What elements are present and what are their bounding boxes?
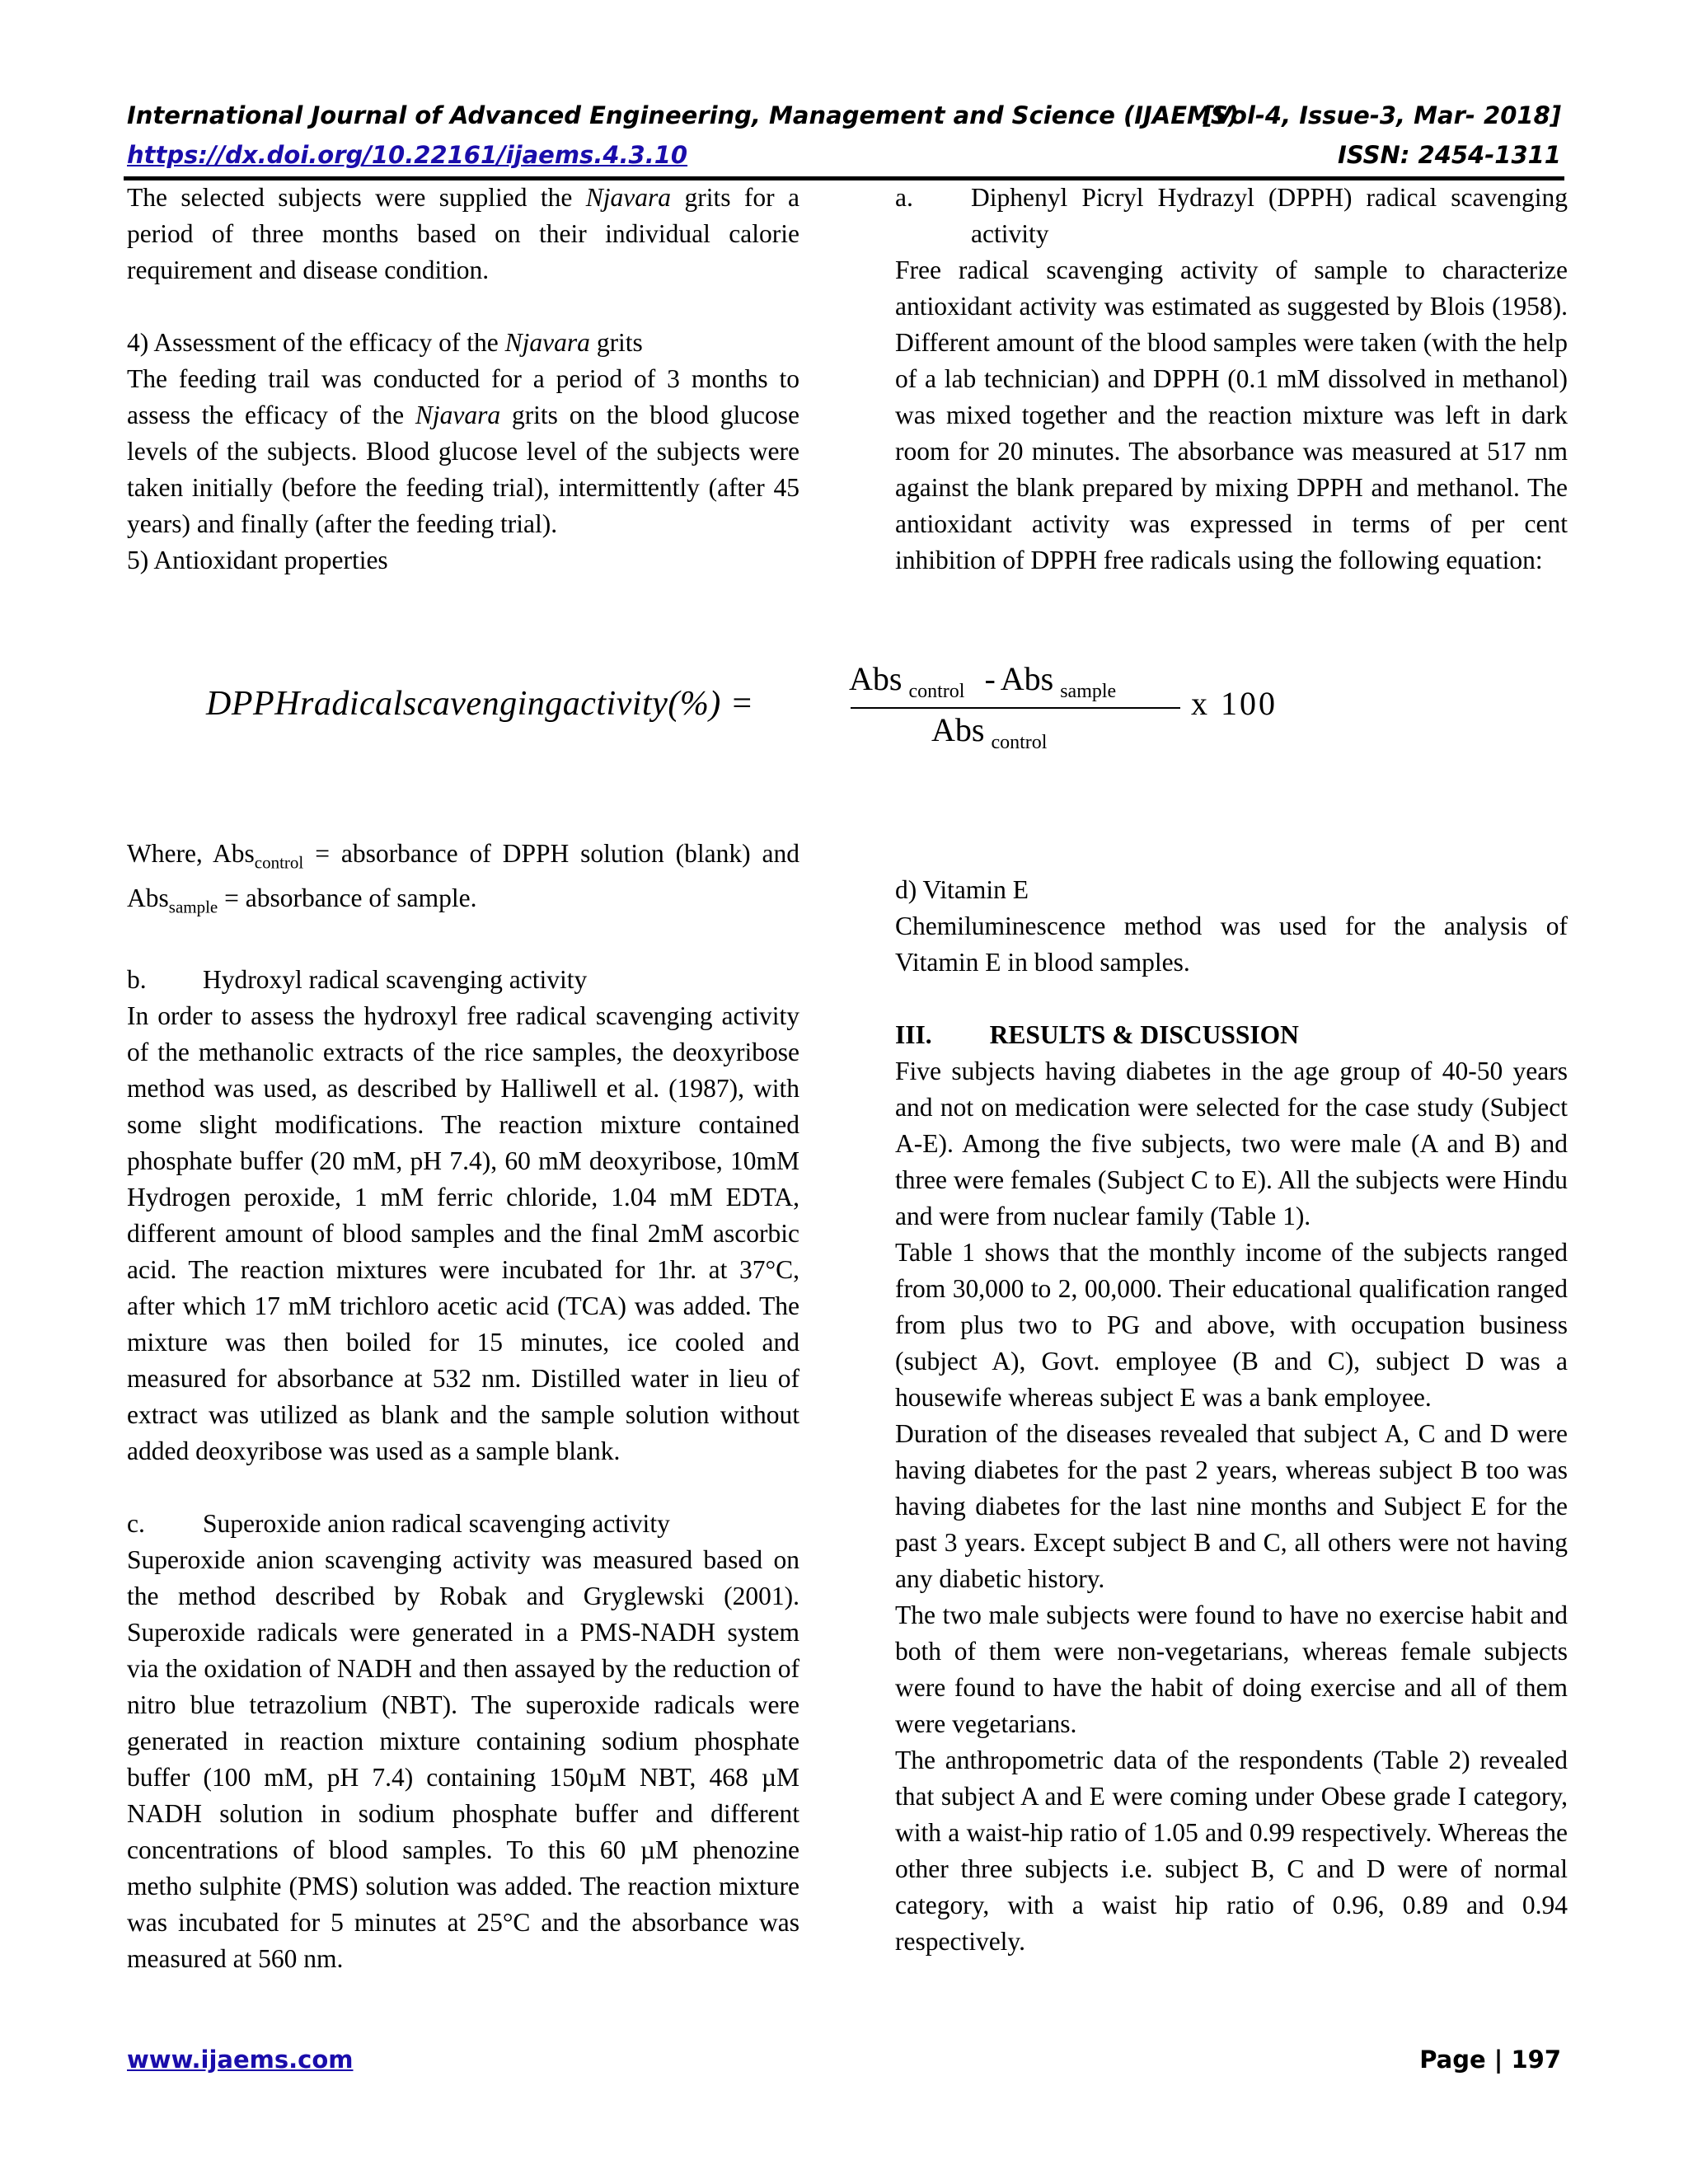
- equation-numerator: Abs $_{control}$ - Abs $_{sample}$: [849, 660, 1117, 702]
- heading-dpph: a. Diphenyl Picryl Hydrazyl (DPPH) radical scavenging activity: [895, 183, 1568, 248]
- heading-efficacy: 4) Assessment of the efficacy of the Njavara grits: [127, 328, 643, 357]
- paragraph-supply: The selected subjects were supplied the Njavara grits for a period of three months based on their individual calorie requirement and disease condition.: [127, 183, 799, 284]
- paragraph-superoxide: Superoxide anion scavenging activity was measured based on the method described by Robak and Gryglewski (2001). Superoxide radicals were generated in a PMS-NADH system via the oxidation of NADH and then assayed by the reduction of nitro blue tetrazolium (NBT). The superoxide radicals were generated in reaction mixture containing sodium phosphate buffer (100 mM, pH 7.4) containing 150µM NBT, 468 µM NADH solution in sodium phosphate buffer and different concentrations of blood samples. To this 60 µM phenozine metho sulphite (PMS) solution was added. The reaction mixture was incubated for 5 minutes at 25°C and the absorbance was measured at 560 nm.: [127, 1544, 799, 1973]
- doi-link[interactable]: https://dx.doi.org/10.22161/ijaems.4.3.10: [127, 141, 688, 169]
- paragraph-exercise: The two male subjects were found to have no exercise habit and both of them were non-vegetarians, whereas female subjects were found to have the habit of doing exercise and all of them were vegetarians.: [895, 1601, 1568, 1738]
- paragraph-anthropometric: The anthropometric data of the respondents (Table 2) revealed that subject A and E were coming under Obese grade I category, with a waist-hip ratio of 1.05 and 0.99 respectively. Whereas the other three subjects i.e. subject B, C and D were of normal category, with a waist hip ratio of 0.96, 0.89 and 0.94 respectively.: [895, 1746, 1568, 1956]
- fraction-bar: [851, 707, 1180, 709]
- where-clause: Where, Abs$_{control}$ = absorbance of DPPH solution (blank) and Abs$_{sample}$ = absorbance of sample.: [127, 839, 800, 917]
- paragraph-vitamin-e: Chemiluminescence method was used for the analysis of Vitamin E in blood samples.: [895, 912, 1568, 977]
- volume-issue: [Vol-4, Issue-3, Mar- 2018]: [1203, 101, 1561, 129]
- right-column-top: [895, 180, 1568, 579]
- left-column-top: [127, 180, 799, 579]
- journal-title: International Journal of Advanced Engineering, Management and Science (IJAEMS): [127, 101, 1240, 129]
- equation-multiplier: x 100: [1191, 685, 1278, 722]
- heading-superoxide: c. Superoxide anion radical scavenging activity: [127, 1508, 670, 1538]
- page-number: Page | 197: [1419, 2046, 1561, 2074]
- equation-denominator: Abs $_{control}$: [931, 711, 1048, 753]
- equation-lhs: DPPHradicalscavengingactivity(%) =: [206, 685, 754, 723]
- paragraph-hydroxyl: In order to assess the hydroxyl free radical scavenging activity of the methanolic extracts of the rice samples, the deoxyribose method was used, as described by Halliwell et al. (1987), with some slight modifications. The reaction mixture contained phosphate buffer (20 mM, pH 7.4), 60 mM deoxyribose, 10mM Hydrogen peroxide, 1 mM ferric chloride, 1.04 mM EDTA, different amount of blood samples and the final 2mM ascorbic acid. The reaction mixtures were incubated for 1hr. at 37°C, after which 17 mM trichloro acetic acid (TCA) was added. The mixture was then boiled for 15 minutes, ice cooled and measured for absorbance at 532 nm. Distilled water in lieu of extract was utilized as blank and the sample solution without added deoxyribose was used as a sample blank.: [127, 1001, 799, 1465]
- left-column-bottom: [127, 836, 799, 1977]
- paragraph-dpph: Free radical scavenging activity of sample to characterize antioxidant activity was estimated as suggested by Blois (1958). Different amount of the blood samples were taken (with the help of a lab technician) and DPPH (0.1 mM dissolved in methanol) was mixed together and the reaction mixture was left in dark room for 20 minutes. The absorbance was measured at 517 nm against the blank prepared by mixing DPPH and methanol. The antioxidant activity was expressed in terms of per cent inhibition of DPPH free radicals using the following equation:: [895, 255, 1568, 574]
- paragraph-feeding-trial: The feeding trail was conducted for a period of 3 months to assess the efficacy of the Njavara grits on the blood glucose levels of the subjects. Blood glucose level of the subjects were taken initially (before the feeding trial), intermittently (after 45 years) and finally (after the feeding trial).: [127, 364, 799, 538]
- dpph-equation: [206, 651, 1360, 766]
- paragraph-subjects: Five subjects having diabetes in the age group of 40-50 years and not on medication were selected for the case study (Subject A-E). Among the five subjects, two were male (A and B) and three were females (Subject C to E). All the subjects were Hindu and were from nuclear family (Table 1).: [895, 1057, 1568, 1230]
- website-link[interactable]: www.ijaems.com: [127, 2046, 354, 2074]
- right-column-bottom: [895, 872, 1568, 1960]
- heading-hydroxyl: b. Hydroxyl radical scavenging activity: [127, 964, 588, 994]
- heading-antioxidant: 5) Antioxidant properties: [127, 546, 388, 574]
- paragraph-duration: Duration of the diseases revealed that subject A, C and D were having diabetes for the past 2 years, whereas subject B too was having diabetes for the last nine months and Subject E for the past 3 years. Except subject B and C, all others were not having any diabetic history.: [895, 1419, 1568, 1593]
- issn: ISSN: 2454-1311: [1338, 141, 1561, 169]
- paragraph-income: Table 1 shows that the monthly income of the subjects ranged from 30,000 to 2, 00,000. Their educational qualification ranged from plus two to PG and above, with occupation business (subject A), Govt. employee (B and C), subject D was a housewife whereas subject E was a bank employee.: [895, 1238, 1568, 1412]
- section-heading-results: III. RESULTS & DISCUSSION: [895, 1020, 1299, 1049]
- heading-vitamin-e: d) Vitamin E: [895, 875, 1029, 904]
